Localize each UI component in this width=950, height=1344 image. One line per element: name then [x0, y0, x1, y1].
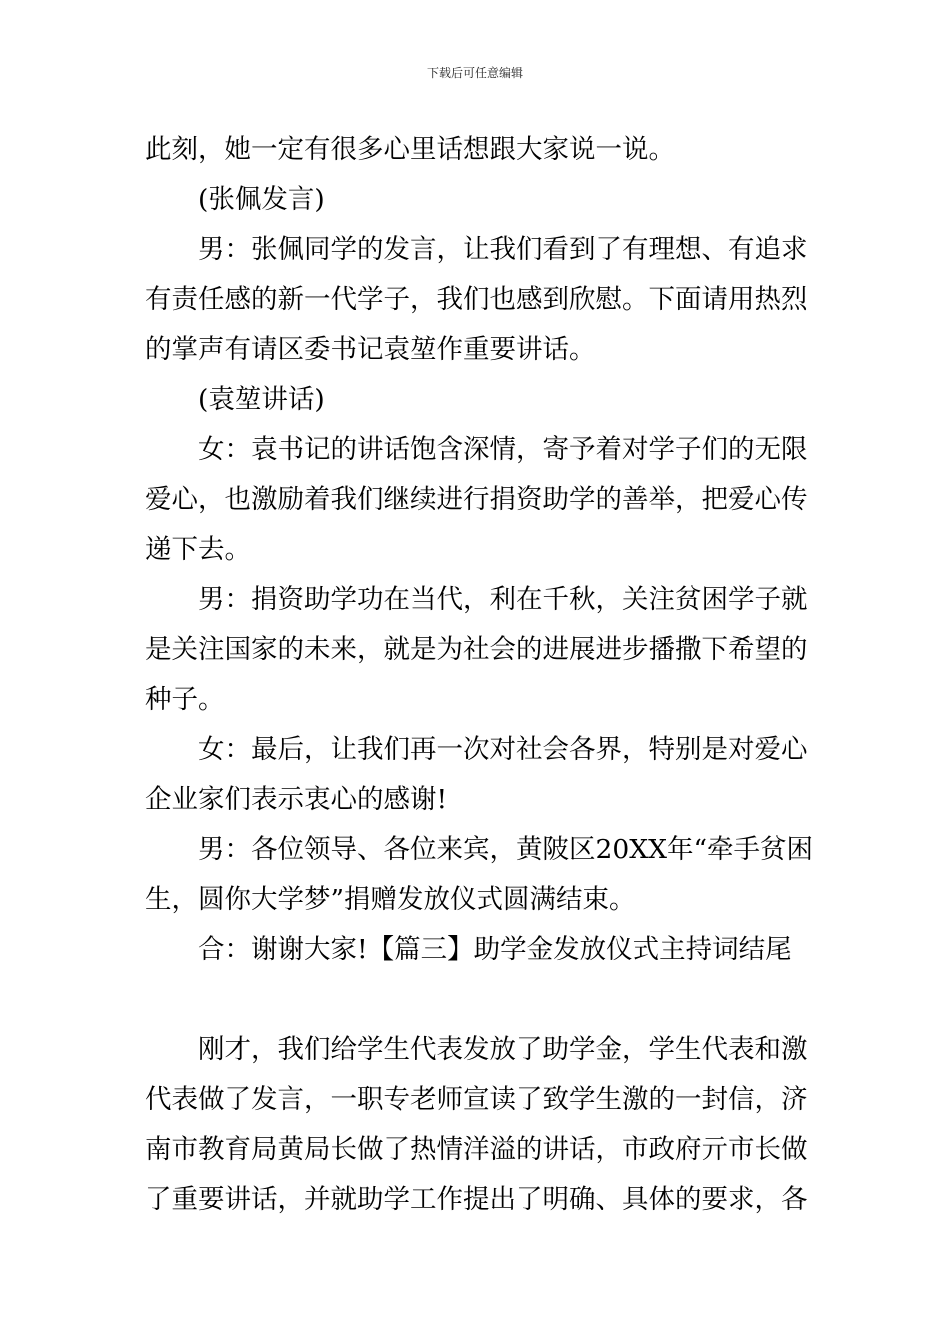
paragraph-line: 递下去。 [145, 534, 251, 565]
paragraph-line: 企业家们表示衷心的感谢! [145, 784, 448, 815]
paragraph-line: 了重要讲话，并就助学工作提出了明确、具体的要求，各 [145, 1184, 808, 1215]
paragraph-line: 合：谢谢大家!【篇三】助学金发放仪式主持词结尾 [198, 934, 792, 965]
paragraph-line: 爱心，也激励着我们继续进行捐资助学的善举，把爱心传 [145, 484, 808, 515]
paragraph-line: 男：各位领导、各位来宾，黄陂区20XX年“牵手贫困 [198, 834, 813, 865]
paragraph-line: 女：最后，让我们再一次对社会各界，特别是对爱心 [198, 734, 808, 765]
paragraph-gap [145, 975, 810, 1025]
paragraph-line: (袁堃讲话) [198, 384, 325, 415]
paragraph-line: 种子。 [145, 684, 225, 715]
paragraph-line: 此刻，她一定有很多心里话想跟大家说一说。 [145, 134, 675, 165]
paragraph-line: 南市教育局黄局长做了热情洋溢的讲话，市政府亓市长做 [145, 1134, 808, 1165]
paragraph-line: 女：袁书记的讲话饱含深情，寄予着对学子们的无限 [198, 434, 808, 465]
paragraph-line: 有责任感的新一代学子，我们也感到欣慰。下面请用热烈 [145, 284, 808, 315]
paragraph-line: (张佩发言) [198, 184, 325, 215]
paragraph-line: 刚才，我们给学生代表发放了助学金，学生代表和激 [198, 1034, 808, 1065]
document-body [145, 125, 813, 1225]
paragraph-line: 男：捐资助学功在当代，利在千秋，关注贫困学子就 [198, 584, 808, 615]
paragraph-line: 的掌声有请区委书记袁堃作重要讲话。 [145, 334, 596, 365]
paragraph-line: 代表做了发言，一职专老师宣读了致学生激的一封信，济 [145, 1084, 808, 1115]
paragraph-line: 是关注国家的未来，就是为社会的进展进步播撒下希望的 [145, 634, 808, 665]
paragraph-line: 男：张佩同学的发言，让我们看到了有理想、有追求 [198, 234, 808, 265]
paragraph-line: 生，圆你大学梦”捐赠发放仪式圆满结束。 [145, 884, 636, 915]
header-note: 下载后可任意编辑 [426, 66, 523, 80]
